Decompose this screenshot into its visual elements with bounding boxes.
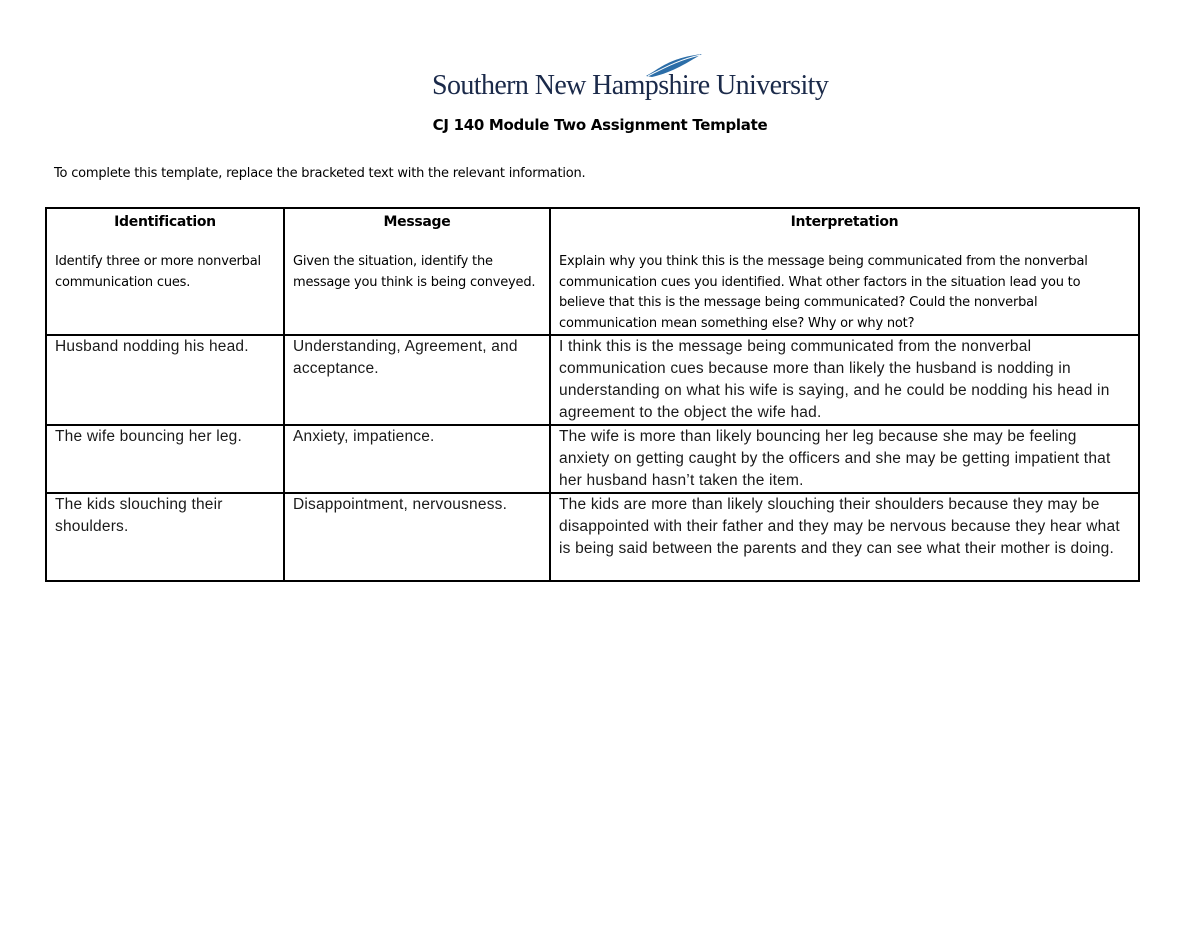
column-title: Interpretation — [790, 214, 899, 230]
message-cell[interactable] — [284, 335, 550, 425]
table-row — [46, 335, 1139, 425]
university-logo — [432, 50, 829, 106]
cell-text: Understanding, Agreement, and acceptance. — [293, 338, 518, 377]
interpretation-cell[interactable] — [550, 425, 1139, 493]
column-description: Explain why you think this is the message being communicated from the nonverbal communication cues you identified. What other factors in the situation lead you to believe that this is the message being communicated? Could the nonverbal communication mean something else? Why or why not? — [559, 254, 1088, 331]
column-title: Message — [383, 214, 451, 230]
table-row — [46, 493, 1139, 581]
cell-text: Husband nodding his head. — [55, 338, 249, 355]
column-description: Identify three or more nonverbal communication cues. — [55, 254, 261, 290]
header-cell-identification — [46, 208, 284, 335]
message-cell[interactable] — [284, 425, 550, 493]
table-row — [46, 425, 1139, 493]
cell-text: The wife bouncing her leg. — [55, 428, 243, 445]
identification-cell[interactable] — [46, 493, 284, 581]
cell-text: The wife is more than likely bouncing her leg because she may be feeling anxiety on getting caught by the officers and she may be getting impatient that her husband hasn’t taken the item. — [559, 428, 1111, 489]
identification-cell[interactable] — [46, 335, 284, 425]
cell-text: Disappointment, nervousness. — [293, 496, 508, 513]
cell-text: The kids slouching their shoulders. — [55, 496, 223, 535]
logo-wordmark: Southern New Hampshire University — [432, 70, 829, 101]
cell-text: I think this is the message being communicated from the nonverbal communication cues because more than likely the husband is nodding in understanding on what his wife is saying, and he could be nodding his head in agreement to the object the wife had. — [559, 338, 1110, 421]
header-cell-message — [284, 208, 550, 335]
header-cell-interpretation — [550, 208, 1139, 335]
cell-text: The kids are more than likely slouching their shoulders because they may be disappointed with their father and they may be nervous because they hear what is being said between the parents and they can see what their mother is doing. — [559, 496, 1120, 557]
message-cell[interactable] — [284, 493, 550, 581]
document-title: CJ 140 Module Two Assignment Template — [432, 116, 768, 134]
column-description: Given the situation, identify the message you think is being conveyed. — [293, 254, 536, 290]
assignment-table — [45, 207, 1140, 582]
identification-cell[interactable] — [46, 425, 284, 493]
interpretation-cell[interactable] — [550, 493, 1139, 581]
instructions-text: To complete this template, replace the bracketed text with the relevant information. — [54, 166, 586, 181]
cell-text: Anxiety, impatience. — [293, 428, 435, 445]
table-header-row — [46, 208, 1139, 335]
column-title: Identification — [114, 214, 216, 230]
interpretation-cell[interactable] — [550, 335, 1139, 425]
